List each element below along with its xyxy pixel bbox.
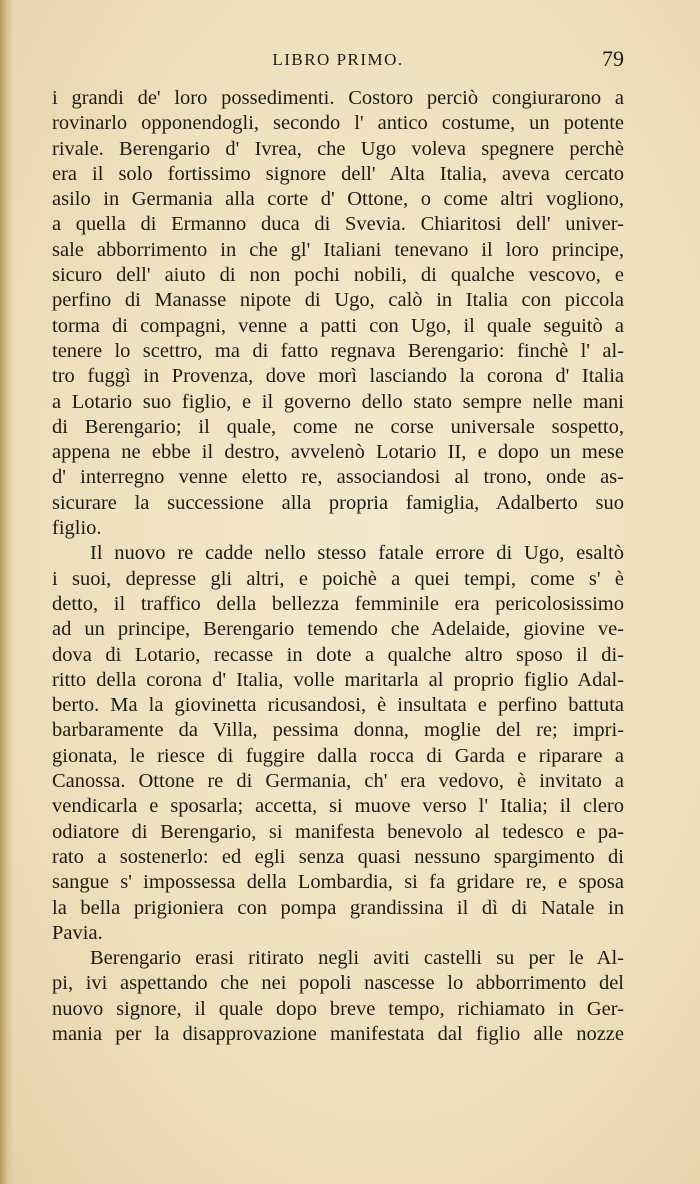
- text-line: di Berengario; il quale, come ne corse universale sospetto,: [52, 415, 624, 438]
- text-line: berto. Ma la giovinetta ricusandosi, è insultata e perfino battuta: [52, 694, 624, 717]
- text-line: rovinarlo opponendogli, secondo l' antico costume, un potente: [52, 112, 624, 135]
- book-spine-shadow: [0, 0, 14, 1184]
- paragraph-start-line: Berengario erasi ritirato negli aviti castelli su per le Al-: [90, 947, 624, 970]
- text-line: Canossa. Ottone re di Germania, ch' era vedovo, è invitato a: [52, 770, 624, 793]
- text-line: a Lotario suo figlio, e il governo dello stato sempre nelle mani: [52, 390, 624, 413]
- text-line: tro fuggì in Provenza, dove morì lasciando la corona d' Italia: [52, 365, 624, 388]
- text-line: gionata, le riesce di fuggire dalla rocca di Garda e riparare a: [52, 744, 624, 767]
- text-line: d' interregno venne eletto re, associandosi al trono, onde as-: [52, 466, 624, 489]
- text-line: vendicarla e sposarla; accetta, si muove verso l' Italia; il clero: [52, 795, 624, 818]
- text-line: tenere lo scettro, ma di fatto regnava Berengario: finchè l' al-: [52, 339, 624, 362]
- text-line: sicurare la successione alla propria famiglia, Adalberto suo: [52, 491, 624, 514]
- text-line: sale abborrimento in che gl' Italiani tenevano il loro principe,: [52, 238, 624, 261]
- text-line: detto, il traffico della bellezza femminile era pericolosissimo: [52, 592, 624, 615]
- text-line: perfino di Manasse nipote di Ugo, calò in Italia con piccola: [52, 289, 624, 312]
- text-body: [52, 86, 624, 1047]
- text-line: i suoi, depresse gli altri, e poichè a quei tempi, come s' è: [52, 567, 624, 590]
- text-line: dova di Lotario, recasse in dote a qualche altro sposo il di-: [52, 643, 624, 666]
- text-line: i grandi de' loro possedimenti. Costoro perciò congiurarono a: [52, 87, 624, 109]
- paragraph-start-line: Il nuovo re cadde nello stesso fatale errore di Ugo, esaltò: [90, 542, 624, 565]
- paragraph-end-line: Pavia.: [52, 921, 103, 944]
- text-line: rato a sostenerlo: ed egli senza quasi nessuno spargimento di: [52, 845, 624, 868]
- page-number: 79: [602, 46, 624, 71]
- text-line: ad un principe, Berengario temendo che Adelaide, giovine ve-: [52, 618, 624, 641]
- text-line: ritto della corona d' Italia, volle maritarla al proprio figlio Adal-: [52, 668, 624, 691]
- running-title: LIBRO PRIMO.: [272, 50, 404, 69]
- text-line: odiatore di Berengario, si manifesta benevolo al tedesco e pa-: [52, 820, 624, 843]
- text-line: asilo in Germania alla corte d' Ottone, o come altri vogliono,: [52, 188, 624, 211]
- text-line: nuovo signore, il quale dopo breve tempo, richiamato in Ger-: [52, 997, 624, 1020]
- text-line: mania per la disapprovazione manifestata dal figlio alle nozze: [52, 1022, 624, 1045]
- text-line: la bella prigioniera con pompa grandissina il dì di Natale in: [52, 896, 624, 919]
- text-line: rivale. Berengario d' Ivrea, che Ugo voleva spegnere perchè: [52, 137, 624, 160]
- text-line: sicuro dell' aiuto di non pochi nobili, di qualche vescovo, e: [52, 264, 624, 287]
- text-line: barbaramente da Villa, pessima donna, moglie del re; impri-: [52, 719, 624, 742]
- text-line: era il solo fortissimo signore dell' Alta Italia, aveva cercato: [52, 162, 624, 185]
- text-line: torma di compagni, venne a patti con Ugo, il quale seguitò a: [52, 314, 624, 337]
- text-line: pi, ivi aspettando che nei popoli nascesse lo abborrimento del: [52, 972, 624, 995]
- paragraph-end-line: figlio.: [52, 517, 102, 540]
- text-line: a quella di Ermanno duca di Svevia. Chiaritosi dell' univer-: [52, 213, 624, 236]
- running-head: [52, 46, 624, 76]
- text-line: appena ne ebbe il destro, avvelenò Lotario II, e dopo un mese: [52, 441, 624, 464]
- text-line: sangue s' impossessa della Lombardia, si fa gridare re, e sposa: [52, 871, 624, 894]
